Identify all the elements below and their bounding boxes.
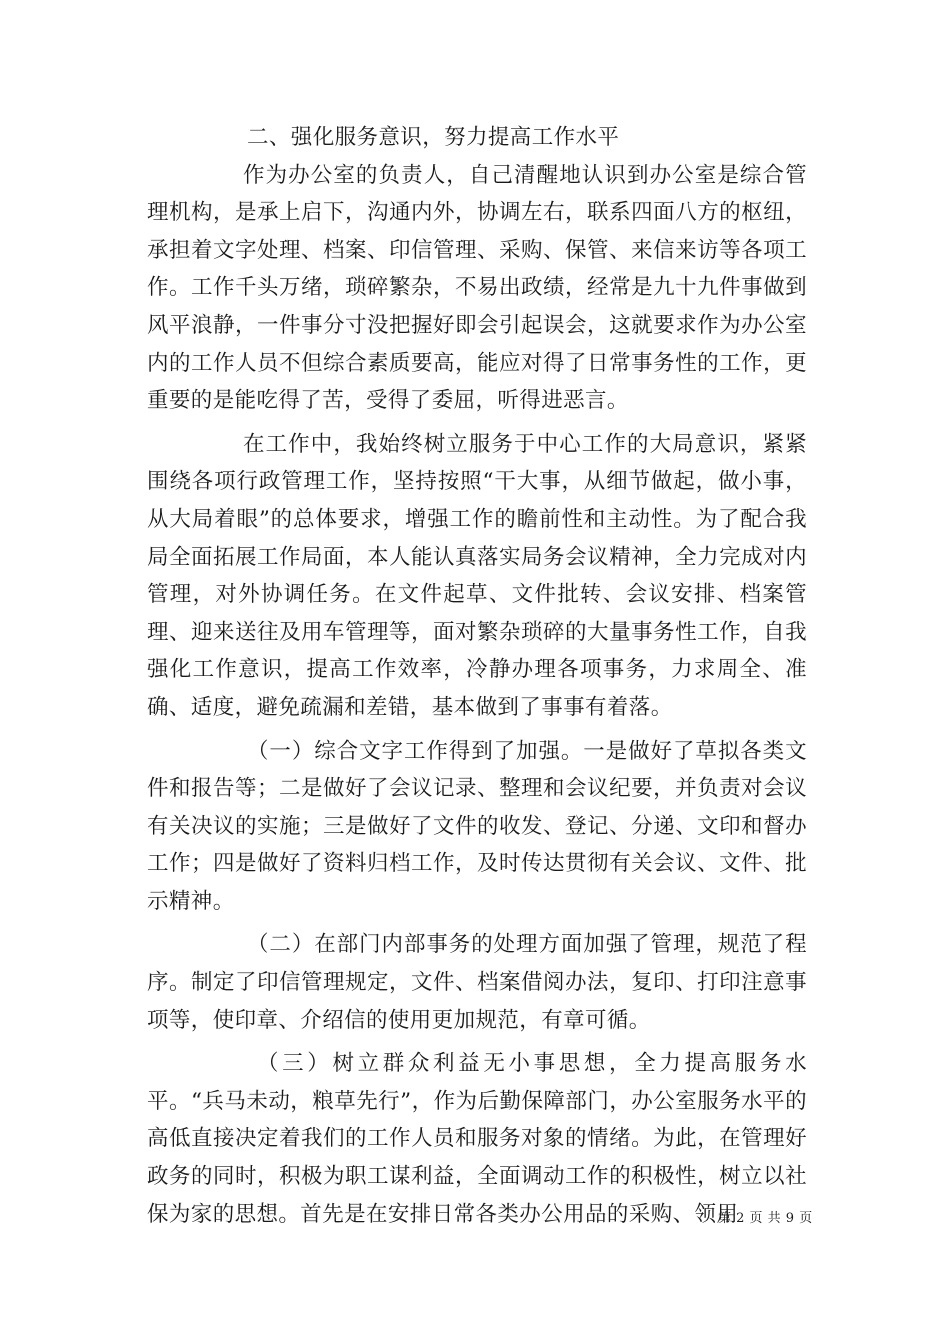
- paragraph-item-2: （二）在部门内部事务的处理方面加强了管理，规范了程序。制定了印信管理规定，文件、档案借阅办法，复印、打印注意事项等，使印章、介绍信的使用更加规范，有章可循。: [147, 932, 807, 1033]
- page-number-footer: 第 2 页 共 9 页: [718, 1211, 813, 1226]
- section-heading: 二、强化服务意识，努力提高工作水平: [247, 125, 620, 150]
- paragraph-item-3: （三）树立群众利益无小事思想，全力提高服务水平。“兵马未动，粮草先行”，作为后勤保障部门，办公室服务水平的高低直接决定着我们的工作人员和服务对象的情绪。为此，在管理好政务的同时，积极为职工谋利益，全面调动工作的积极性，树立以社保为家的思想。首先是在安排日常各类办公用品的采购、领用: [147, 1051, 807, 1227]
- paragraph-item-1: （一）综合文字工作得到了加强。一是做好了草拟各类文件和报告等；二是做好了会议记录、整理和会议纪要，并负责对会议有关决议的实施；三是做好了文件的收发、登记、分递、文印和督办工作；四是做好了资料归档工作，及时传达贯彻有关会议、文件、批示精神。: [147, 738, 807, 914]
- paragraph-office-role: 作为办公室的负责人，自己清醒地认识到办公室是综合管理机构，是承上启下，沟通内外，协调左右，联系四面八方的枢纽，承担着文字处理、档案、印信管理、采购、保管、来信来访等各项工作。工作千头万绪，琐碎繁杂，不易出政绩，经常是九十九件事做到风平浪静，一件事分寸没把握好即会引起误会，这就要求作为办公室内的工作人员不但综合素质要高，能应对得了日常事务性的工作，更重要的是能吃得了苦，受得了委屈，听得进恶言。: [147, 162, 807, 414]
- paragraph-work-overview: 在工作中，我始终树立服务于中心工作的大局意识，紧紧围绕各项行政管理工作，坚持按照“干大事，从细节做起，做小事，从大局着眼”的总体要求，增强工作的瞻前性和主动性。为了配合我局全面拓展工作局面，本人能认真落实局务会议精神，全力完成对内管理，对外协调任务。在文件起草、文件批转、会议安排、档案管理、迎来送往及用车管理等，面对繁杂琐碎的大量事务性工作，自我强化工作意识，提高工作效率，冷静办理各项事务，力求周全、准确、适度，避免疏漏和差错，基本做到了事事有着落。: [147, 431, 807, 720]
- document-body: [147, 119, 807, 1233]
